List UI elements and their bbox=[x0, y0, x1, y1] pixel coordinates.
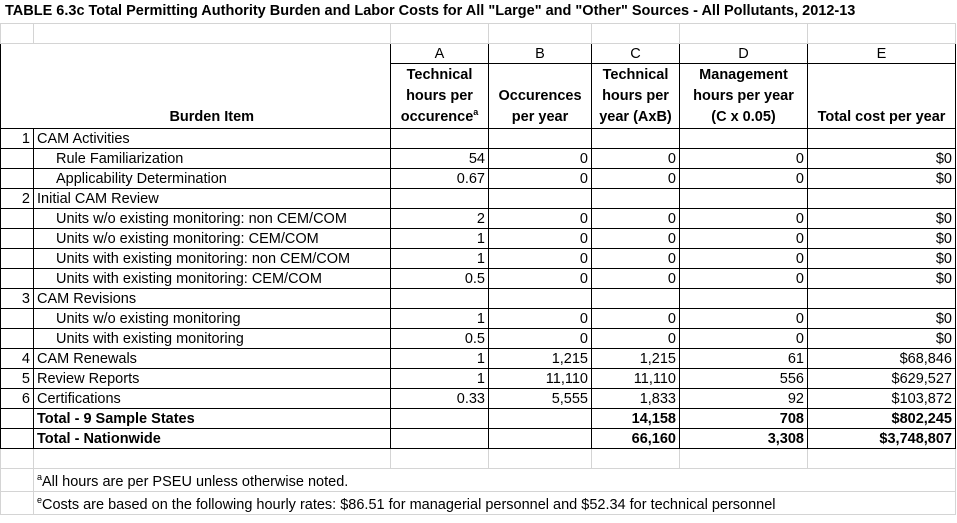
col-d-cell: 0 bbox=[680, 168, 808, 188]
footnote-row bbox=[1, 468, 956, 491]
col-a-cell: 0.33 bbox=[391, 388, 489, 408]
total-row bbox=[1, 408, 956, 428]
empty-cell bbox=[1, 448, 34, 468]
col-letter-a: A bbox=[391, 44, 489, 64]
header-col-b bbox=[489, 64, 592, 129]
total-col-b bbox=[489, 408, 592, 428]
burden-item-cell: Rule Familiarization bbox=[34, 148, 391, 168]
header-e-line1: Total cost per year bbox=[817, 108, 946, 125]
row-number: 1 bbox=[1, 128, 34, 148]
table-row bbox=[1, 288, 956, 308]
table-row bbox=[1, 228, 956, 248]
col-letter-e: E bbox=[808, 44, 956, 64]
total-col-c: 14,158 bbox=[592, 408, 680, 428]
col-d-cell bbox=[680, 128, 808, 148]
col-e-cell: $103,872 bbox=[808, 388, 956, 408]
col-a-cell: 1 bbox=[391, 348, 489, 368]
col-e-cell: $0 bbox=[808, 248, 956, 268]
col-b-cell: 0 bbox=[489, 328, 592, 348]
col-e-cell: $629,527 bbox=[808, 368, 956, 388]
col-a-cell: 1 bbox=[391, 368, 489, 388]
col-b-cell bbox=[489, 128, 592, 148]
total-col-e: $3,748,807 bbox=[808, 428, 956, 448]
empty-cell bbox=[34, 448, 391, 468]
col-c-cell: 0 bbox=[592, 308, 680, 328]
col-e-cell: $0 bbox=[808, 308, 956, 328]
col-b-cell: 0 bbox=[489, 168, 592, 188]
header-a-line2: hours per bbox=[406, 87, 473, 104]
col-b-cell: 0 bbox=[489, 148, 592, 168]
burden-item-cell: Units with existing monitoring bbox=[34, 328, 391, 348]
col-d-cell: 0 bbox=[680, 148, 808, 168]
burden-item-cell: Review Reports bbox=[34, 368, 391, 388]
col-b-cell: 1,215 bbox=[489, 348, 592, 368]
total-col-a bbox=[391, 408, 489, 428]
col-a-cell bbox=[391, 288, 489, 308]
burden-item-cell: CAM Activities bbox=[34, 128, 391, 148]
empty-cell bbox=[489, 448, 592, 468]
total-col-d: 708 bbox=[680, 408, 808, 428]
column-letters-row bbox=[1, 44, 956, 64]
spacer-row bbox=[1, 24, 956, 44]
col-a-cell: 0.5 bbox=[391, 328, 489, 348]
empty-cell bbox=[808, 448, 956, 468]
col-d-cell: 0 bbox=[680, 328, 808, 348]
table-row bbox=[1, 348, 956, 368]
col-a-cell: 0.67 bbox=[391, 168, 489, 188]
table-row bbox=[1, 188, 956, 208]
footnote-marker: a bbox=[37, 471, 43, 482]
row-number bbox=[1, 168, 34, 188]
table-row bbox=[1, 208, 956, 228]
header-b-line1: Occurences bbox=[498, 87, 582, 104]
col-c-cell bbox=[592, 188, 680, 208]
col-b-cell: 0 bbox=[489, 308, 592, 328]
col-d-cell: 61 bbox=[680, 348, 808, 368]
col-c-cell: 11,110 bbox=[592, 368, 680, 388]
table-row bbox=[1, 128, 956, 148]
col-d-cell: 0 bbox=[680, 208, 808, 228]
total-col-a bbox=[391, 428, 489, 448]
col-d-cell: 0 bbox=[680, 248, 808, 268]
col-e-cell: $0 bbox=[808, 328, 956, 348]
table-row bbox=[1, 388, 956, 408]
row-number bbox=[1, 248, 34, 268]
col-d-cell bbox=[680, 188, 808, 208]
burden-item-cell: Units with existing monitoring: CEM/COM bbox=[34, 268, 391, 288]
table-row bbox=[1, 368, 956, 388]
burden-item-cell: Units w/o existing monitoring: non CEM/COM bbox=[34, 208, 391, 228]
footnote bbox=[34, 491, 956, 514]
total-col-c: 66,160 bbox=[592, 428, 680, 448]
col-c-cell: 0 bbox=[592, 208, 680, 228]
col-e-cell bbox=[808, 288, 956, 308]
footnote-text: All hours are per PSEU unless otherwise noted. bbox=[42, 473, 349, 490]
col-d-cell: 0 bbox=[680, 268, 808, 288]
empty-cell bbox=[391, 448, 489, 468]
total-col-d: 3,308 bbox=[680, 428, 808, 448]
burden-item-cell: CAM Revisions bbox=[34, 288, 391, 308]
burden-item-cell: Certifications bbox=[34, 388, 391, 408]
footnote-marker: e bbox=[37, 494, 43, 505]
burden-item-cell: Units with existing monitoring: non CEM/COM bbox=[34, 248, 391, 268]
row-number bbox=[1, 268, 34, 288]
col-c-cell: 0 bbox=[592, 228, 680, 248]
col-b-cell: 0 bbox=[489, 208, 592, 228]
col-b-cell bbox=[489, 288, 592, 308]
col-b-cell: 0 bbox=[489, 248, 592, 268]
burden-item-cell: Units w/o existing monitoring bbox=[34, 308, 391, 328]
footnote-text: Costs are based on the following hourly rates: $86.51 for managerial personnel and $52.34 for technical personnel bbox=[42, 496, 776, 513]
empty-cell bbox=[1, 468, 34, 491]
empty-cell bbox=[592, 448, 680, 468]
row-number: 6 bbox=[1, 388, 34, 408]
header-a-line3-text: occurence bbox=[400, 108, 474, 125]
burden-item-cell: CAM Renewals bbox=[34, 348, 391, 368]
total-label: Total - 9 Sample States bbox=[34, 408, 391, 428]
col-c-cell: 0 bbox=[592, 248, 680, 268]
col-b-cell: 0 bbox=[489, 228, 592, 248]
total-col-e: $802,245 bbox=[808, 408, 956, 428]
row-number: 2 bbox=[1, 188, 34, 208]
col-e-cell: $68,846 bbox=[808, 348, 956, 368]
col-a-cell: 1 bbox=[391, 308, 489, 328]
col-d-cell bbox=[680, 288, 808, 308]
row-number bbox=[1, 228, 34, 248]
row-number: 5 bbox=[1, 368, 34, 388]
col-c-cell bbox=[592, 128, 680, 148]
col-c-cell: 0 bbox=[592, 328, 680, 348]
col-a-cell: 0.5 bbox=[391, 268, 489, 288]
total-spacer bbox=[1, 408, 34, 428]
table-title: TABLE 6.3c Total Permitting Authority Burden and Labor Costs for All "Large" and "Other" Sources - All Pollutants, 2012-13 bbox=[5, 3, 856, 19]
header-b-line2: per year bbox=[511, 108, 569, 125]
col-a-cell bbox=[391, 128, 489, 148]
header-col-c bbox=[592, 64, 680, 129]
table-row bbox=[1, 308, 956, 328]
total-col-b bbox=[489, 428, 592, 448]
col-letter-b: B bbox=[489, 44, 592, 64]
row-number bbox=[1, 148, 34, 168]
header-burden-item: Burden Item bbox=[34, 64, 391, 129]
table-row bbox=[1, 148, 956, 168]
header-col-e bbox=[808, 64, 956, 129]
col-e-cell: $0 bbox=[808, 208, 956, 228]
col-a-cell: 2 bbox=[391, 208, 489, 228]
col-b-cell: 0 bbox=[489, 268, 592, 288]
header-c-line1: Technical bbox=[602, 66, 669, 83]
burden-item-cell: Initial CAM Review bbox=[34, 188, 391, 208]
total-spacer bbox=[1, 428, 34, 448]
col-c-cell: 1,215 bbox=[592, 348, 680, 368]
col-e-cell: $0 bbox=[808, 148, 956, 168]
table-row bbox=[1, 168, 956, 188]
col-letter-c: C bbox=[592, 44, 680, 64]
burden-item-cell: Units w/o existing monitoring: CEM/COM bbox=[34, 228, 391, 248]
burden-table bbox=[0, 23, 956, 515]
total-row bbox=[1, 428, 956, 448]
col-c-cell: 0 bbox=[592, 268, 680, 288]
header-col-d bbox=[680, 64, 808, 129]
table-row bbox=[1, 328, 956, 348]
table-row bbox=[1, 248, 956, 268]
header-d-line2: hours per year bbox=[693, 87, 794, 104]
footnote-row bbox=[1, 491, 956, 514]
header-a-line1: Technical bbox=[406, 66, 473, 83]
col-e-cell bbox=[808, 128, 956, 148]
col-a-cell: 54 bbox=[391, 148, 489, 168]
col-letter-d: D bbox=[680, 44, 808, 64]
row-number bbox=[1, 328, 34, 348]
col-b-cell: 11,110 bbox=[489, 368, 592, 388]
col-a-cell: 1 bbox=[391, 228, 489, 248]
row-number: 4 bbox=[1, 348, 34, 368]
header-c-line3: year (AxB) bbox=[599, 108, 672, 125]
col-a-cell: 1 bbox=[391, 248, 489, 268]
col-c-cell: 0 bbox=[592, 148, 680, 168]
col-c-cell: 0 bbox=[592, 168, 680, 188]
burden-item-cell: Applicability Determination bbox=[34, 168, 391, 188]
col-d-cell: 0 bbox=[680, 228, 808, 248]
header-d-line3: (C x 0.05) bbox=[711, 108, 776, 125]
col-d-cell: 92 bbox=[680, 388, 808, 408]
column-header-row bbox=[1, 64, 956, 129]
col-c-cell bbox=[592, 288, 680, 308]
empty-cell bbox=[1, 491, 34, 514]
col-e-cell bbox=[808, 188, 956, 208]
col-e-cell: $0 bbox=[808, 268, 956, 288]
col-d-cell: 0 bbox=[680, 308, 808, 328]
col-e-cell: $0 bbox=[808, 168, 956, 188]
col-c-cell: 1,833 bbox=[592, 388, 680, 408]
spacer-row bbox=[1, 448, 956, 468]
col-a-cell bbox=[391, 188, 489, 208]
table-row bbox=[1, 268, 956, 288]
empty-cell bbox=[680, 448, 808, 468]
footnote bbox=[34, 468, 956, 491]
col-b-cell bbox=[489, 188, 592, 208]
header-c-line2: hours per bbox=[602, 87, 669, 104]
header-d-line1: Management bbox=[699, 66, 788, 83]
header-a-line3 bbox=[394, 107, 485, 128]
col-b-cell: 5,555 bbox=[489, 388, 592, 408]
header-col-a bbox=[391, 64, 489, 129]
col-d-cell: 556 bbox=[680, 368, 808, 388]
row-number bbox=[1, 308, 34, 328]
row-number bbox=[1, 208, 34, 228]
total-label: Total - Nationwide bbox=[34, 428, 391, 448]
header-a-sup: a bbox=[473, 106, 479, 117]
row-number: 3 bbox=[1, 288, 34, 308]
col-e-cell: $0 bbox=[808, 228, 956, 248]
